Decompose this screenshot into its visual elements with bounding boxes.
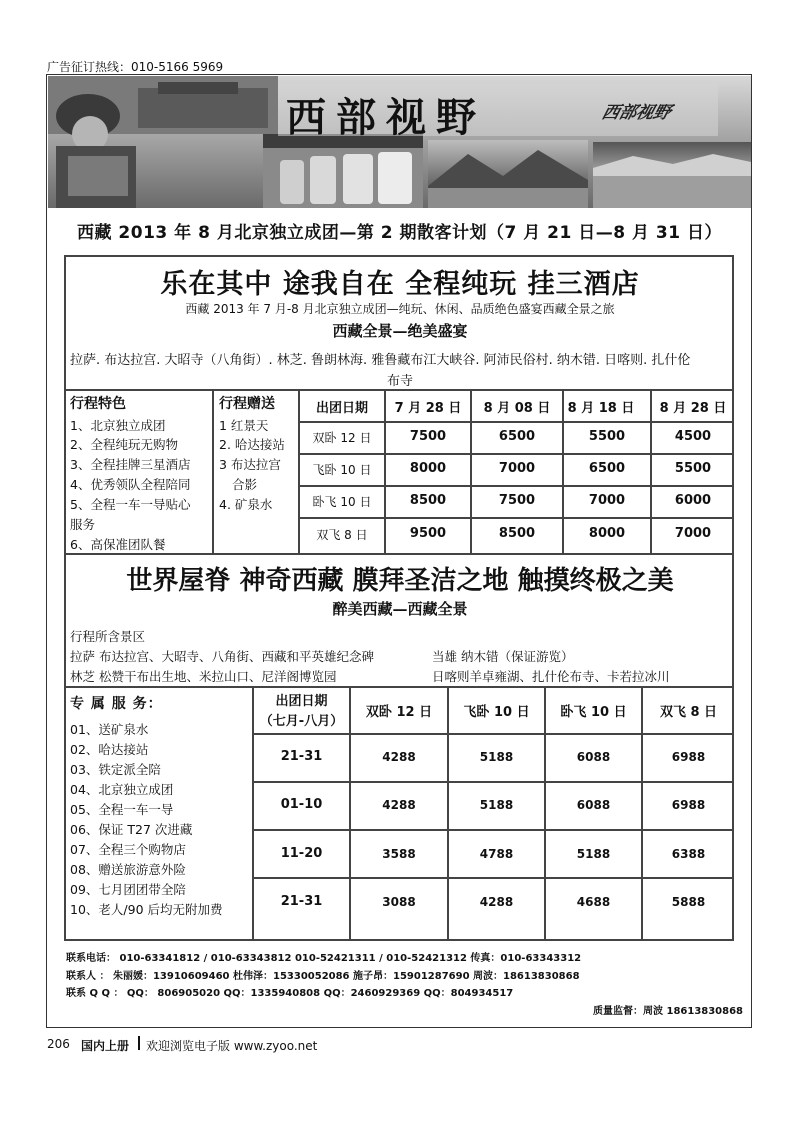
table2-header: 飞卧 10 日 [463,705,530,720]
table2-header-date: 出团日期 [275,694,328,709]
gift-item: 4. 矿泉水 [219,497,273,512]
table1-header: 8 月 08 日 [483,401,551,416]
table-line [252,733,734,735]
table2-date: 01-10 [280,797,323,812]
table2-header: 双飞 8 日 [659,705,718,720]
service-item: 08、赠送旅游意外险 [70,862,186,877]
table2-cell: 4788 [479,847,514,861]
footer-divider [138,1036,140,1050]
table2-cell: 6088 [576,798,611,812]
table2-cell: 5888 [671,895,706,909]
feature-item: 4、优秀领队全程陪同 [70,477,191,492]
table2-header: 卧飞 10 日 [560,705,627,720]
feature-item: 5、全程一车一导贴心 [70,497,191,512]
table2-cell: 5188 [576,847,611,861]
table1-cell: 7000 [674,526,712,541]
table2-cell: 3088 [382,895,416,909]
footer-section: 国内上册 [81,1039,130,1053]
gift-item: 2. 哈达接站 [219,437,285,452]
table2-date: 21-31 [280,894,323,909]
table-line [298,453,734,455]
table-line [252,877,734,879]
section2-subtitle: 醉美西藏—西藏全景 [332,600,468,618]
scenic-line: 日喀则羊卓雍湖、扎什伦布寺、卡若拉冰川 [432,669,670,684]
service-item: 10、老人/90 后均无附加费 [70,902,223,917]
table-line [252,829,734,831]
scenic-line: 林芝 松赞干布出生地、米拉山口、尼洋阁博览园 [70,669,337,684]
table1-cell: 6500 [498,429,536,444]
table1-row-label: 飞卧 10 日 [312,463,372,477]
table2-cell: 6988 [671,798,706,812]
footer-site: 欢迎浏览电子版 www.zyoo.net [146,1039,318,1053]
table1-row-label: 双卧 12 日 [312,431,372,445]
table1-header: 8 月 28 日 [659,401,727,416]
table1-cell: 9500 [409,526,447,541]
service-item: 05、全程一车一导 [70,802,174,817]
table2-cell: 5188 [479,798,514,812]
features-title: 行程特色 [70,396,126,412]
feature-item: 3、全程挂牌三星酒店 [70,457,191,472]
table1-row-label: 双飞 8 日 [316,528,368,542]
plan-headline: 西藏 2013 年 8 月北京独立成团—第 2 期散客计划（7 月 21 日—8 月 31 日） [77,223,722,243]
services-title: 专 属 服 务： [70,696,163,712]
feature-item: 2、全程纯玩无购物 [70,437,178,452]
banner-title: 西部视野 [286,94,486,141]
gift-item: 合影 [232,477,258,492]
service-item: 04、北京独立成团 [70,782,174,797]
table1-cell: 7500 [409,429,447,444]
quality-supervisor: 质量监督：周波 18613830868 [593,1006,744,1017]
gift-item: 3 布达拉宫 [219,457,281,472]
section1-title: 乐在其中 途我自在 全程纯玩 挂三酒店 [160,269,640,300]
table1-cell: 8000 [588,526,626,541]
table2-cell: 4288 [382,750,416,764]
table2-cell: 4288 [479,895,514,909]
table-line [252,781,734,783]
table1-cell: 7500 [498,493,536,508]
contact-phone: 联系电话： 010-63341812 / 010-63343812 010-52421311 / 010-52421312 传真：010-63343312 [66,953,582,964]
divider [64,553,734,555]
table1-header: 8 月 18 日 [567,401,635,416]
table2-cell: 3588 [382,847,416,861]
gifts-title: 行程赠送 [219,396,275,412]
table1-cell: 5500 [674,461,712,476]
page-number: 206 [47,1037,70,1051]
table2-cell: 6088 [576,750,611,764]
table1-cell: 5500 [588,429,626,444]
contact-people: 联系人 ： 朱丽媛：13910609460 杜伟泽：15330052086 施子昂：15901287690 周波：18613830868 [66,971,580,982]
table1-row-label: 卧飞 10 日 [312,495,372,509]
scenic-line: 当雄 纳木错（保证游览） [432,649,574,664]
table2-cell: 5188 [479,750,514,764]
contact-qq: 联系 Q Q ： QQ： 806905020 QQ：1335940808 QQ：2460929369 QQ：804934517 [66,988,514,999]
table2-cell: 6388 [671,847,706,861]
table1-cell: 7000 [498,461,536,476]
table-line [298,485,734,487]
ad-hotline: 广告征订热线：010-5166 5969 [47,60,224,74]
table2-cell: 4288 [382,798,416,812]
table2-header-date-range: （七月-八月） [259,714,344,729]
service-item: 07、全程三个购物店 [70,842,186,857]
route-line-1: 拉萨. 布达拉宫. 大昭寺（八角街）. 林芝. 鲁朗林海. 雅鲁藏布江大峡谷. 阿沛民俗村. 纳木错. 日喀则. 扎什伦 [70,353,691,368]
feature-item: 6、高保准团队餐 [70,537,166,552]
scenic-line: 拉萨 布达拉宫、大昭寺、八角街、西藏和平英雄纪念碑 [70,649,374,664]
feature-item: 服务 [70,517,96,532]
table1-cell: 7000 [588,493,626,508]
table1-cell: 6500 [588,461,626,476]
table1-cell: 8000 [409,461,447,476]
service-item: 02、哈达接站 [70,742,149,757]
feature-item: 1、北京独立成团 [70,418,166,433]
banner-script-logo: 西部视野 [599,103,674,123]
scenic-title: 行程所含景区 [70,629,146,644]
table1-header: 出团日期 [315,401,368,416]
service-item: 09、七月团团带全陪 [70,882,186,897]
table1-cell: 4500 [674,429,712,444]
table2-cell: 6988 [671,750,706,764]
table-line [298,421,734,423]
divider [64,686,734,688]
table1-header: 7 月 28 日 [394,401,462,416]
table-line [298,517,734,519]
section1-subtitle2: 西藏全景—绝美盛宴 [332,322,468,340]
section1-subtitle: 西藏 2013 年 7 月-8 月北京独立成团—纯玩、休闲、品质绝色盛宴西藏全景之旅 [185,302,615,316]
service-item: 03、铁定派全陪 [70,762,161,777]
table1-cell: 8500 [498,526,536,541]
service-item: 06、保证 T27 次进藏 [70,822,193,837]
banner [48,76,751,208]
table2-cell: 4688 [576,895,611,909]
table1-cell: 6000 [674,493,712,508]
section2-title: 世界屋脊 神奇西藏 膜拜圣洁之地 触摸终极之美 [126,566,674,596]
route-line-2: 布寺 [386,374,413,389]
divider [212,389,214,554]
service-item: 01、送矿泉水 [70,722,149,737]
divider [64,389,734,391]
table2-header: 双卧 12 日 [365,705,433,720]
table2-date: 21-31 [280,749,323,764]
gift-item: 1 红景天 [219,418,269,433]
table2-date: 11-20 [280,846,323,861]
table1-cell: 8500 [409,493,447,508]
